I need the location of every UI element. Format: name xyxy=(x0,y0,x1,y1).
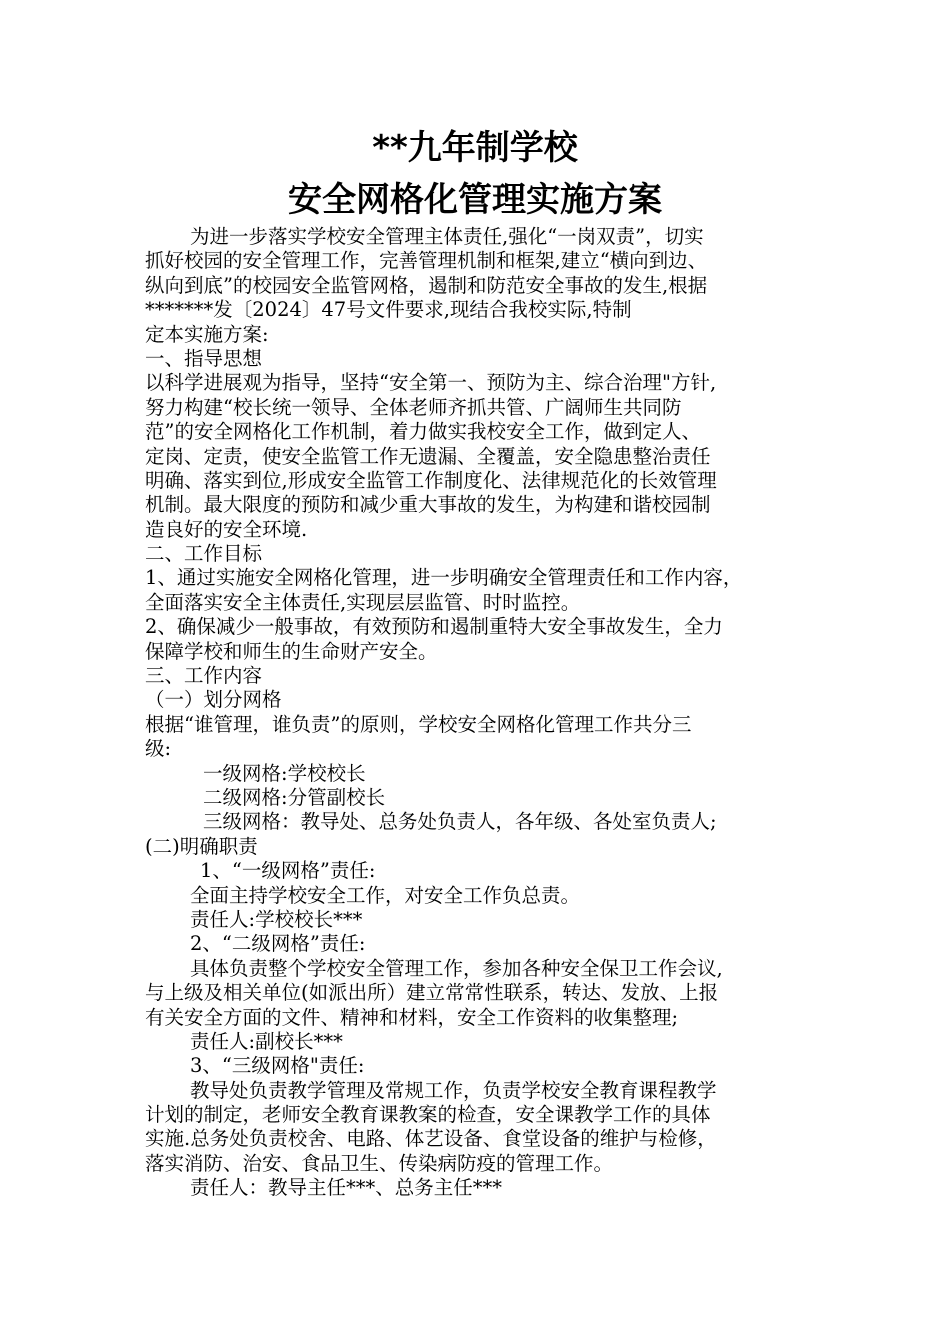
text-line: 计划的制定，老师安全教育课教案的检查，安全课教学工作的具体 xyxy=(145,1103,711,1127)
text-line: 明确、落实到位,形成安全监管工作制度化、法律规范化的长效管理 xyxy=(145,468,717,492)
text-line: 定岗、定责，使安全监管工作无遗漏、全覆盖，安全隐患整治责任 xyxy=(145,444,711,468)
text-line: 实施.总务处负责校舍、电路、体艺设备、食堂设备的维护与检修， xyxy=(145,1127,717,1151)
text-line: 与上级及相关单位(如派出所）建立常常性联系，转达、发放、上报 xyxy=(145,981,719,1005)
subsection-heading-responsibilities: (二)明确职责 xyxy=(145,834,258,858)
text-line: 抓好校园的安全管理工作，完善管理机制和框架,建立“横向到边、 xyxy=(145,249,708,273)
text-line: 努力构建“校长统一领导、全体老师齐抓共管、广阔师生共同防 xyxy=(145,395,682,419)
text-line: 保障学校和师生的生命财产安全。 xyxy=(145,639,438,663)
text-line: 责任人：教导主任***、总务主任*** xyxy=(190,1176,503,1200)
text-line: 1、“一级网格”责任: xyxy=(200,859,376,883)
text-line: 以科学进展观为指导，坚持“安全第一、预防为主、综合治理"方针, xyxy=(145,371,717,395)
text-line: 具体负责整个学校安全管理工作，参加各种安全保卫工作会议, xyxy=(190,956,723,980)
text-line: 机制。最大限度的预防和减少重大事故的发生，为构建和谐校园制 xyxy=(145,493,711,517)
document-title-plan: 安全网格化管理实施方案 xyxy=(288,180,662,220)
text-line: *******发〔2024〕47号文件要求,现结合我校实际,特制 xyxy=(145,298,632,322)
text-line: 责任人:副校长*** xyxy=(190,1029,343,1053)
subsection-heading-grid-division: （一）划分网格 xyxy=(145,688,282,712)
text-line: 3、“三级网格"责任: xyxy=(190,1054,365,1078)
text-line: 2、确保减少一般事故，有效预防和遏制重特大安全事故发生，全力 xyxy=(145,615,723,639)
text-line: 责任人:学校校长*** xyxy=(190,907,363,931)
text-line: 1、通过实施安全网格化管理，进一步明确安全管理责任和工作内容， xyxy=(145,566,743,590)
text-line: 落实消防、治安、食品卫生、传染病防疫的管理工作。 xyxy=(145,1151,614,1175)
text-line: 全面主持学校安全工作，对安全工作负总责。 xyxy=(190,883,581,907)
text-line: 定本实施方案: xyxy=(145,322,269,346)
grid-level-1: 一级网格:学校校长 xyxy=(203,761,366,785)
text-line: 为进一步落实学校安全管理主体责任,强化“一岗双责”，切实 xyxy=(190,225,704,248)
text-line: 造良好的安全环境. xyxy=(145,517,308,541)
text-line: 2、“二级网格”责任: xyxy=(190,932,366,956)
text-line: 纵向到底”的校园安全监管网格，遏制和防范安全事故的发生,根据 xyxy=(145,273,708,297)
grid-level-3: 三级网格：教导处、总务处负责人，各年级、各处室负责人; xyxy=(203,810,717,834)
text-line: 教导处负责教学管理及常规工作，负责学校安全教育课程教学 xyxy=(190,1078,717,1102)
text-line: 有关安全方面的文件、精神和材料，安全工作资料的收集整理; xyxy=(145,1005,679,1029)
grid-level-2: 二级网格:分管副校长 xyxy=(203,785,386,809)
document-body xyxy=(145,225,825,1201)
text-line: 级: xyxy=(145,737,172,761)
text-line: 根据“谁管理，谁负责”的原则，学校安全网格化管理工作共分三 xyxy=(145,712,692,736)
text-line: 全面落实安全主体责任,实现层层监管、时时监控。 xyxy=(145,590,581,614)
text-line: 范”的安全网格化工作机制，着力做实我校安全工作，做到定人、 xyxy=(145,420,701,444)
section-heading-work-content: 三、工作内容 xyxy=(145,664,263,688)
section-heading-guiding-ideology: 一、指导思想 xyxy=(145,346,263,370)
section-heading-work-goals: 二、工作目标 xyxy=(145,542,263,566)
document-title-school: **九年制学校 xyxy=(372,128,578,168)
